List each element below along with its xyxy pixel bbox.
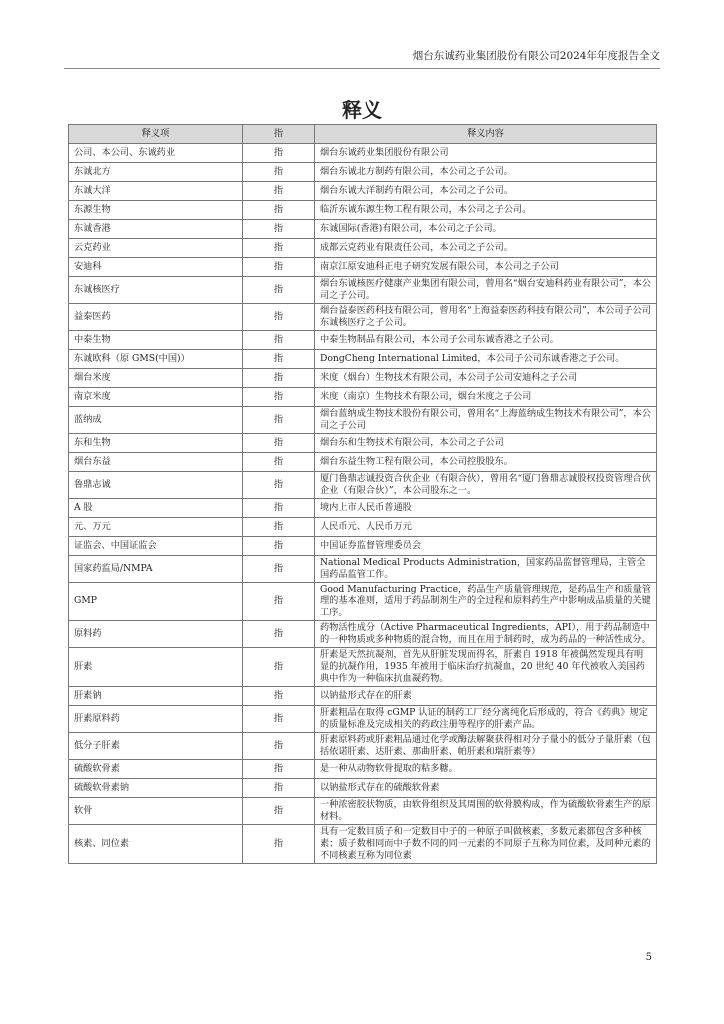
definition-cell: 烟台东诚北方制药有限公司，本公司之子公司。: [315, 163, 657, 182]
page-header: [64, 42, 660, 69]
definition-cell: 临沂东诚东源生物工程有限公司，本公司之子公司。: [315, 201, 657, 220]
table-body: [69, 144, 657, 864]
definition-cell: 烟台东和生物技术有限公司，本公司之子公司: [315, 433, 657, 452]
table-row: [69, 277, 657, 304]
term-cell: 国家药监局/NMPA: [69, 555, 243, 582]
table-row: [69, 452, 657, 471]
definition-cell: 烟台蓝纳成生物技术股份有限公司，曾用名“上海蓝纳成生物技术有限公司”，本公司之子公司: [315, 406, 657, 433]
term-cell: 蓝纳成: [69, 406, 243, 433]
indicator-cell: 指: [243, 797, 315, 824]
table-row: [69, 368, 657, 387]
indicator-cell: 指: [243, 258, 315, 277]
term-cell: 烟台米度: [69, 368, 243, 387]
table-row: [69, 648, 657, 687]
table-row: [69, 582, 657, 621]
definition-cell: 肝素原料药或肝素粗品通过化学或酶法解聚获得相对分子量小的低分子量肝素（包括依诺肝素、达肝素、那曲肝素、帕肝素和瑞肝素等）: [315, 733, 657, 760]
header-definition: 释义内容: [315, 125, 657, 144]
indicator-cell: 指: [243, 778, 315, 797]
term-cell: 东诚香港: [69, 220, 243, 239]
table-row: [69, 687, 657, 706]
table-row: [69, 258, 657, 277]
term-cell: 烟台东益: [69, 452, 243, 471]
definition-cell: 米度（南京）生物技术有限公司，烟台米度之子公司: [315, 387, 657, 406]
indicator-cell: 指: [243, 733, 315, 760]
indicator-cell: 指: [243, 163, 315, 182]
table-row: [69, 201, 657, 220]
definition-cell: 成都云克药业有限责任公司，本公司之子公司。: [315, 239, 657, 258]
term-cell: 益泰医药: [69, 303, 243, 330]
term-cell: 肝素: [69, 648, 243, 687]
definition-cell: 烟台东益生物工程有限公司，本公司控股股东。: [315, 452, 657, 471]
page-title: 释义: [342, 98, 382, 122]
indicator-cell: 指: [243, 433, 315, 452]
term-cell: GMP: [69, 582, 243, 621]
table-row: [69, 733, 657, 760]
term-cell: 安迪科: [69, 258, 243, 277]
table-row: [69, 536, 657, 555]
indicator-cell: 指: [243, 303, 315, 330]
definition-cell: 具有一定数目质子和一定数目中子的一种原子叫做核素，多数元素都包含多种核素；质子数相同而中子数不同的同一元素的不同原子互称为同位素，及同种元素的不同核素互称为同位素: [315, 824, 657, 863]
indicator-cell: 指: [243, 349, 315, 368]
table-row: [69, 778, 657, 797]
term-cell: 鲁鼎志诚: [69, 471, 243, 498]
term-cell: 东和生物: [69, 433, 243, 452]
definition-cell: DongCheng International Limited，本公司子公司东诚香港之子公司。: [315, 349, 657, 368]
table-row: [69, 706, 657, 733]
table-row: [69, 220, 657, 239]
header-indicator: 指: [243, 125, 315, 144]
definition-cell: 烟台东诚大洋制药有限公司，本公司之子公司。: [315, 182, 657, 201]
definition-cell: 烟台益泰医药科技有限公司，曾用名“上海益泰医药科技有限公司”，本公司子公司东诚核医疗之子公司。: [315, 303, 657, 330]
definition-cell: 中国证券监督管理委员会: [315, 536, 657, 555]
indicator-cell: 指: [243, 687, 315, 706]
indicator-cell: 指: [243, 144, 315, 163]
indicator-cell: 指: [243, 517, 315, 536]
table-row: [69, 303, 657, 330]
term-cell: 东诚欧科（原 GMS(中国)）: [69, 349, 243, 368]
table-row: [69, 163, 657, 182]
term-cell: 南京米度: [69, 387, 243, 406]
term-cell: 硫酸软骨素钠: [69, 778, 243, 797]
indicator-cell: 指: [243, 330, 315, 349]
definition-cell: 烟台东诚核医疗健康产业集团有限公司，曾用名“烟台安迪科药业有限公司”，本公司之子公司。: [315, 277, 657, 304]
definition-cell: 以钠盐形式存在的肝素: [315, 687, 657, 706]
table-row: [69, 387, 657, 406]
table-row: [69, 433, 657, 452]
term-cell: A 股: [69, 498, 243, 517]
indicator-cell: 指: [243, 555, 315, 582]
table-header-row: [69, 125, 657, 144]
term-cell: 东诚大洋: [69, 182, 243, 201]
report-title: 烟台东诚药业集团股份有限公司2024年年度报告全文: [412, 50, 660, 62]
page-number: 5: [645, 952, 652, 963]
term-cell: 中泰生物: [69, 330, 243, 349]
term-cell: 硫酸软骨素: [69, 759, 243, 778]
term-cell: 软骨: [69, 797, 243, 824]
table-row: [69, 406, 657, 433]
definition-cell: 一种浓密胶状物质，由软骨组织及其周围的软骨膜构成，作为硫酸软骨素生产的原材料。: [315, 797, 657, 824]
definition-cell: 人民币元、人民币万元: [315, 517, 657, 536]
indicator-cell: 指: [243, 406, 315, 433]
definition-cell: 肝素是天然抗凝剂，首先从肝脏发现而得名，肝素自 1918 年被偶然发现具有明显的抗凝作用，1935 年被用于临床治疗抗凝血，20 世纪 40 年代被收入美国药典中作为一种临床抗血凝药物。: [315, 648, 657, 687]
term-cell: 证监会、中国证监会: [69, 536, 243, 555]
indicator-cell: 指: [243, 621, 315, 648]
indicator-cell: 指: [243, 182, 315, 201]
definition-cell: National Medical Products Administration，国家药品监督管理局，主管全国药品监管工作。: [315, 555, 657, 582]
term-cell: 核素、同位素: [69, 824, 243, 863]
header-term: 释义项: [69, 125, 243, 144]
table-row: [69, 349, 657, 368]
indicator-cell: 指: [243, 498, 315, 517]
definition-cell: 烟台东诚药业集团股份有限公司: [315, 144, 657, 163]
definition-cell: 以钠盐形式存在的硫酸软骨素: [315, 778, 657, 797]
definition-cell: 是一种从动物软骨提取的粘多糖。: [315, 759, 657, 778]
definition-cell: 米度（烟台）生物技术有限公司，本公司子公司安迪科之子公司: [315, 368, 657, 387]
definition-cell: 南京江原安迪科正电子研究发展有限公司，本公司之子公司: [315, 258, 657, 277]
table-row: [69, 797, 657, 824]
term-cell: 东诚北方: [69, 163, 243, 182]
term-cell: 原料药: [69, 621, 243, 648]
table-row: [69, 517, 657, 536]
indicator-cell: 指: [243, 648, 315, 687]
indicator-cell: 指: [243, 759, 315, 778]
definition-cell: 肝素粗品在取得 cGMP 认证的制药工厂经分离纯化后形成的，符合《药典》规定的质量标准及完成相关的药政注册等程序的肝素产品。: [315, 706, 657, 733]
table-row: [69, 824, 657, 863]
definition-cell: 厦门鲁鼎志诚投资合伙企业（有限合伙），曾用名“厦门鲁鼎志诚股权投资管理合伙企业（有限合伙）”，本公司股东之一。: [315, 471, 657, 498]
term-cell: 东诚核医疗: [69, 277, 243, 304]
definition-cell: 境内上市人民币普通股: [315, 498, 657, 517]
table-row: [69, 621, 657, 648]
table-row: [69, 182, 657, 201]
term-cell: 肝素原料药: [69, 706, 243, 733]
term-cell: 东源生物: [69, 201, 243, 220]
table-row: [69, 498, 657, 517]
table-row: [69, 471, 657, 498]
term-cell: 云克药业: [69, 239, 243, 258]
indicator-cell: 指: [243, 824, 315, 863]
indicator-cell: 指: [243, 201, 315, 220]
table-row: [69, 239, 657, 258]
indicator-cell: 指: [243, 471, 315, 498]
indicator-cell: 指: [243, 706, 315, 733]
table-row: [69, 330, 657, 349]
indicator-cell: 指: [243, 368, 315, 387]
indicator-cell: 指: [243, 452, 315, 471]
table-row: [69, 555, 657, 582]
definition-cell: 中泰生物制品有限公司，本公司子公司东诚香港之子公司。: [315, 330, 657, 349]
term-cell: 公司、本公司、东诚药业: [69, 144, 243, 163]
definitions-table: [68, 124, 657, 864]
term-cell: 低分子肝素: [69, 733, 243, 760]
term-cell: 元、万元: [69, 517, 243, 536]
indicator-cell: 指: [243, 277, 315, 304]
table-row: [69, 144, 657, 163]
term-cell: 肝素钠: [69, 687, 243, 706]
definition-cell: Good Manufacturing Practice，药品生产质量管理规范，是药品生产和质量管理的基本准则，适用于药品制剂生产的全过程和原料药生产中影响成品质量的关键工序。: [315, 582, 657, 621]
indicator-cell: 指: [243, 239, 315, 258]
definition-cell: 药物活性成分（Active Pharmaceutical Ingredients，API），用于药品制造中的一种物质或多种物质的混合物，而且在用于制药时，成为药品的一种活性成分。: [315, 621, 657, 648]
indicator-cell: 指: [243, 387, 315, 406]
indicator-cell: 指: [243, 536, 315, 555]
definition-cell: 东诚国际(香港)有限公司，本公司之子公司。: [315, 220, 657, 239]
table-row: [69, 759, 657, 778]
indicator-cell: 指: [243, 582, 315, 621]
indicator-cell: 指: [243, 220, 315, 239]
